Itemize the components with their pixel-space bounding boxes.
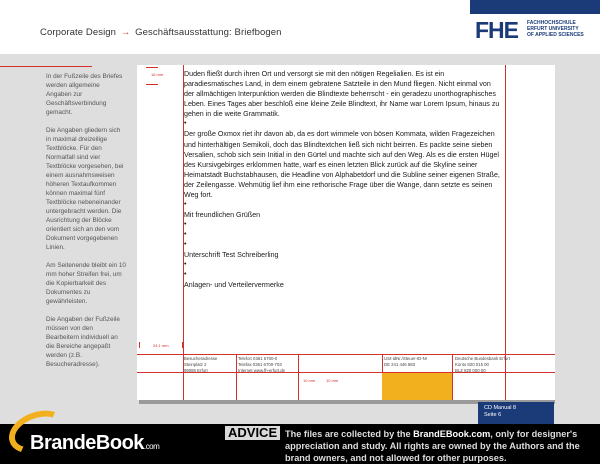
disclaimer-brand: BrandEBook.com bbox=[413, 429, 491, 439]
letter-attachments: Anlagen- und Verteilervermerke bbox=[184, 281, 284, 290]
disclaimer-text-b: , only for designer's appreciation and study. All rights are owned by the Authors and the brand owners, and not allowed for other purposes. bbox=[285, 429, 580, 463]
footer-block-address bbox=[184, 356, 217, 374]
footer-line: Steinplatz 2 bbox=[184, 362, 207, 367]
line-marker: • bbox=[184, 201, 187, 209]
logo-line-2: ERFURT UNIVERSITY bbox=[527, 26, 579, 33]
line-marker: • bbox=[184, 261, 187, 269]
line-marker: • bbox=[184, 271, 187, 279]
footer-block-bank bbox=[455, 356, 510, 374]
letter-paragraph-2: Der große Oxmox riet ihr davon ab, da es dort wimmele von bösen Kommata, wilden Fragezeichen und hinterhältigen Semikoli, doch das Blindtextchen ließ sich nicht beirren. Es packte seine sieben Versalien, schob sich sein Initial in den Gürtel und machte sich auf den Weg. Als es die ersten Hügel des Kursivgebirges erklommen hatte, warf es einen letzten Blick zurück auf die Skyline seiner Heimatstadt Buchstabhausen, die Headline von Alphabetdorf und die Subline seiner eigenen Straße, der Zeilengasse. Wehmütig lief ihm eine rethorische Frage über die Wange, dann setzte es seinen Weg fort. bbox=[184, 130, 500, 200]
footer-line: Telefon 0361 6700-0 bbox=[238, 356, 278, 361]
logo-line-1: FACHHOCHSCHULE bbox=[527, 20, 576, 26]
footer-line: DE 241 446 583 bbox=[384, 362, 416, 367]
brandebook-logo-suffix: .com bbox=[143, 442, 160, 451]
breadcrumb bbox=[40, 27, 282, 38]
footer-block-contact bbox=[238, 356, 285, 374]
footer-column-guide bbox=[298, 354, 299, 400]
breadcrumb-parent[interactable]: Corporate Design bbox=[40, 27, 117, 38]
sidebar-paragraph: Am Seitenende bleibt ein 10 mm hoher Streifen frei, um die Kopierbarkeit des Dokumentes zu gewährleisten. bbox=[46, 262, 126, 305]
watermark-disclaimer bbox=[285, 428, 590, 464]
logo-mark: FHE bbox=[475, 17, 518, 43]
footer-gap-label: 10 mm bbox=[303, 378, 316, 383]
fhe-logo bbox=[475, 17, 595, 43]
brandebook-logo[interactable] bbox=[30, 432, 159, 455]
line-marker: • bbox=[184, 231, 187, 239]
letter-body bbox=[184, 69, 502, 290]
footer-top-guide bbox=[137, 354, 555, 355]
footer-line: 99085 Erfurt bbox=[184, 368, 208, 373]
line-marker: • bbox=[184, 241, 187, 249]
letter-signature: Unterschrift Test Schreiberling bbox=[184, 251, 279, 260]
right-margin-guide bbox=[505, 65, 506, 400]
footer-line: BLZ 820 000 00 bbox=[455, 368, 486, 373]
brand-top-bar bbox=[470, 0, 600, 14]
sidebar-notes bbox=[46, 72, 126, 378]
footer-column-guide bbox=[236, 354, 237, 400]
letter-paragraph-1: Duden fließt durch ihren Ort und versorgt sie mit den nötigen Regelialien. Es ist ein paradiesmatisches Land, in dem einem gebratene Satzteile in den Mund fliegen. Nicht einmal von der allmächtigen Interpunktion werden die Blindtexte beherrscht - ein geradezu unorthographisches Leben. Eines Tages aber beschloß eine kleine Zeile Blindtext, ihr Name war Lorem Ipsum, hinaus zu gehen in die weite Grammatik. bbox=[184, 70, 500, 119]
top-margin-label: 16 mm bbox=[151, 72, 164, 77]
footer-line: Internet www.fh-erfurt.de bbox=[238, 368, 286, 373]
bottom-strip-label: 10 mm bbox=[326, 378, 339, 383]
page-header bbox=[0, 0, 600, 52]
line-marker: • bbox=[184, 221, 187, 229]
left-margin-label: 24,1 mm bbox=[153, 343, 169, 348]
footer-line: Deutsche Bundesbank Erfurt bbox=[455, 356, 510, 361]
sidebar-divider bbox=[0, 66, 92, 67]
copy-strip-highlight bbox=[382, 373, 452, 400]
footer-column-guide bbox=[452, 354, 453, 400]
page-tag-manual: CD Manual 8 bbox=[484, 405, 517, 411]
page-tag-page: Seite 6 bbox=[484, 412, 502, 418]
logo-line-3: OF APPLIED SCIENCES bbox=[527, 32, 584, 39]
letter-greeting: Mit freundlichen Grüßen bbox=[184, 211, 261, 220]
logo-wordmark bbox=[527, 20, 597, 39]
advice-label: ADVICE bbox=[225, 426, 280, 440]
disclaimer-text-a: The files are collected by the bbox=[285, 429, 414, 439]
footer-line: Konto 820 015 00 bbox=[455, 362, 489, 367]
footer-block-tax bbox=[384, 356, 427, 368]
page-tag bbox=[478, 402, 554, 424]
sidebar-paragraph: Die Angaben gliedern sich in maximal dreizeilige Textblöcke. Für den Normalfall sind vier Textblöcke vorgesehen, bei einem ausnahmsweisen höheren Textaufkommen können maximal fünf Textblöcke nebeneinander untergebracht werden. Die Ausrichtung der Blöcke orientiert sich an den vom Dokument vorgegebenen Linien. bbox=[46, 127, 124, 251]
sidebar-paragraph: Die Angaben der Fußzeile müssen von den Bearbeitern individuell an die Bereiche angepaßt werden (z.B. Besucheradresse). bbox=[46, 316, 120, 368]
breadcrumb-arrow-icon: → bbox=[120, 27, 131, 38]
footer-line: Telefax 0361 6700-703 bbox=[238, 362, 282, 367]
line-marker: • bbox=[184, 120, 187, 128]
footer-line: USt-IdNr./Steuer-ID-Nr bbox=[384, 356, 428, 361]
sidebar-paragraph: In der Fußzeile des Briefes werden allgemeine Angaben zur Geschäftsverbindung gemacht. bbox=[46, 73, 123, 116]
footer-line: Besucheradresse bbox=[184, 356, 218, 361]
brandebook-logo-name: BrandeBook bbox=[30, 432, 144, 454]
breadcrumb-current: Geschäftsausstattung: Briefbogen bbox=[135, 27, 282, 38]
